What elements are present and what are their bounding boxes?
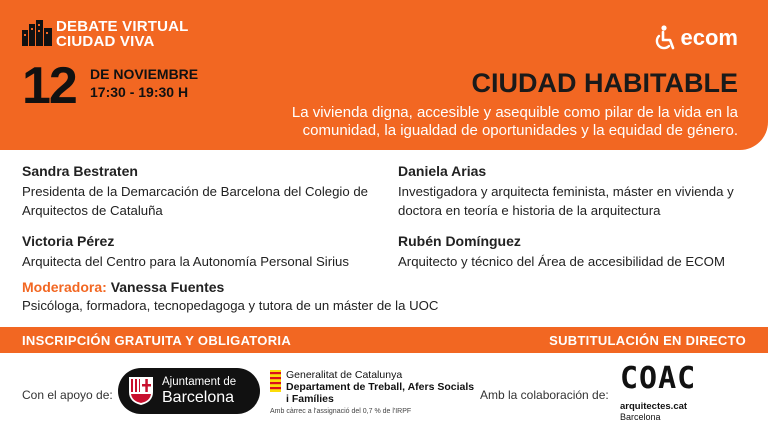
city-skyline-icon <box>22 20 52 46</box>
moderator-label: Moderadora: <box>22 279 107 295</box>
generalitat-line2: Departament de Treball, Afers Socials <box>286 381 475 393</box>
moderator-name: Vanessa Fuentes <box>110 279 225 295</box>
event-day: 12 <box>22 57 76 115</box>
speaker-card <box>398 163 758 220</box>
speaker-role: Arquitecta del Centro para la Autonomía Personal Sirius <box>22 254 349 269</box>
header-banner <box>0 0 768 150</box>
speaker-name: Rubén Domínguez <box>398 233 521 249</box>
page-title: CIUDAD HABITABLE <box>471 68 738 98</box>
ecom-logo-text: ecom <box>680 25 738 50</box>
speaker-role: Arquitecto y técnico del Área de accesibilidad de ECOM <box>398 254 725 269</box>
speaker-card <box>22 233 382 271</box>
event-time: 17:30 - 19:30 H <box>90 84 189 100</box>
wheelchair-icon <box>649 24 677 52</box>
support-label: Con el apoyo de: <box>22 388 113 402</box>
speaker-role: Presidenta de la Demarcación de Barcelona del Colegio de Arquitectos de Cataluña <box>22 184 369 218</box>
barcelona-shield-icon <box>128 376 154 406</box>
speaker-card <box>22 163 382 220</box>
coac-line1: arquitectes.cat <box>620 401 688 412</box>
moderator-role: Psicóloga, formadora, tecnopedagoga y tutora de un máster de la UOC <box>22 298 439 313</box>
event-type: DEBATE VIRTUAL <box>56 18 189 35</box>
ajuntament-line2: Barcelona <box>162 389 235 406</box>
speaker-name: Daniela Arias <box>398 163 487 179</box>
registration-note: INSCRIPCIÓN GRATUITA Y OBLIGATORIA <box>22 333 292 348</box>
subtitles-note: SUBTITULACIÓN EN DIRECTO <box>549 333 746 348</box>
info-bar <box>0 327 768 353</box>
collaboration-label: Amb la colaboración de: <box>480 388 609 402</box>
speaker-card <box>398 233 758 271</box>
generalitat-note: Amb càrrec a l'assignació del 0,7 % de l'IRPF <box>270 408 412 415</box>
coac-logo <box>620 361 720 424</box>
event-series: CIUDAD VIVA <box>56 33 155 50</box>
moderator-card <box>22 279 622 313</box>
generalitat-line1: Generalitat de Catalunya <box>286 369 403 381</box>
speaker-name: Sandra Bestraten <box>22 163 138 179</box>
event-month: DE NOVIEMBRE <box>90 66 199 82</box>
moderator-name-line <box>22 279 622 295</box>
speaker-role: Investigadora y arquitecta feminista, máster en vivienda y doctora en teoría e historia de la arquitectura <box>398 184 734 218</box>
ajuntament-logo <box>118 368 260 414</box>
coac-logo-text: COAC <box>620 361 697 396</box>
ajuntament-line1: Ajuntament de <box>162 376 237 388</box>
page-subtitle: La vivienda digna, accesible y asequible como pilar de la vida en la comunidad, la igualdad de oportunidades y la equidad de género. <box>291 104 738 139</box>
ecom-logo <box>649 24 738 52</box>
generalitat-line3: i Famílies <box>286 393 334 405</box>
coac-line2: Barcelona <box>620 412 661 422</box>
catalan-flag-icon <box>270 370 281 392</box>
speaker-name: Victoria Pérez <box>22 233 115 249</box>
generalitat-logo <box>270 368 480 420</box>
